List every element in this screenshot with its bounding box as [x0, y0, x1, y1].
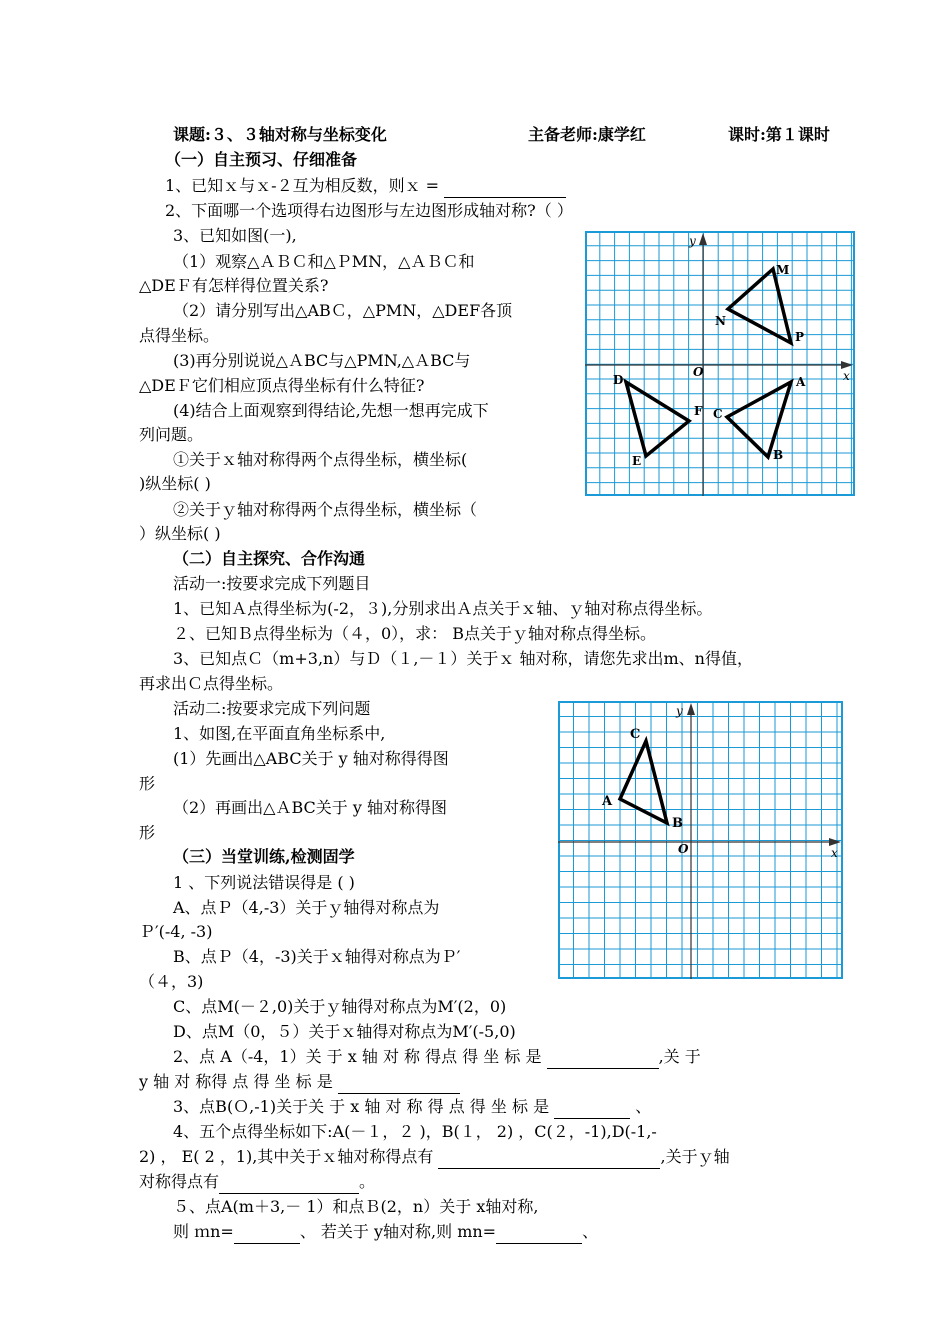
a1-question-1: 1、已知Ａ点得坐标为(-2，３),分别求出Ａ点关于ｘ轴、ｙ轴对称点得坐标。: [173, 599, 713, 618]
s3-q1-option-b2: （４，3): [139, 972, 204, 991]
s1-q3-part1a: （1）观察△ＡＢＣ和△ＰMN，△ＡＢＣ和: [173, 252, 475, 271]
s1-q1-blank[interactable]: [444, 179, 566, 198]
s1-q1-text: 1、已知ｘ与ｘ-２互为相反数，则ｘ =: [165, 176, 440, 195]
a2-q1-part1a: (1）先画出△ABC关于 y 轴对称得得图: [173, 749, 449, 768]
s1-question-3-intro: 3、已知如图(一),: [173, 226, 297, 245]
s1-q3-part3b: △DEＦ它们相应顶点得坐标有什么特征?: [139, 376, 425, 395]
figure-2-coordinate-grid: [558, 701, 843, 979]
point-b-label: B: [672, 816, 683, 831]
s3-q5b-text-2: 、 若关于 y轴对称,则 mn=: [299, 1222, 497, 1241]
s3-q2b-text: y 轴 对 称得 点 得 坐 标 是: [139, 1072, 333, 1091]
s3-q1-option-a1: A、点Ｐ（4,-3）关于ｙ轴得对称点为: [173, 898, 440, 917]
y-axis-label: y: [689, 234, 696, 248]
s3-q1-option-b1: B、点Ｐ（4，-3)关于ｘ轴得对称点为Ｐ′: [173, 947, 461, 966]
a2-q1-part2b: 形: [139, 823, 156, 842]
point-d-label: D: [613, 373, 624, 387]
point-m-label: M: [776, 263, 790, 277]
s1-q3-part2b: 点得坐标。: [139, 326, 220, 345]
origin-label: O: [678, 842, 689, 856]
lesson-period: 课时:第１课时: [728, 125, 830, 144]
s1-q3-circle2a: ②关于ｙ轴对称得两个点得坐标，横坐标（: [173, 500, 478, 519]
s3-q4c-text: 对称得点有: [139, 1172, 220, 1191]
s3-question-2b: [139, 1070, 460, 1094]
point-c-label: C: [713, 407, 723, 421]
s1-q3-part4b: 列问题。: [139, 425, 204, 444]
point-b-label: B: [773, 448, 784, 462]
s3-question-5a: ５、点A(m＋3,－ 1）和点Ｂ(2，n）关于 x轴对称,: [173, 1197, 539, 1216]
s3-q5b-text-1: 则 ｍn=: [173, 1222, 234, 1241]
s3-question-3: [173, 1095, 651, 1119]
s1-q3-circle1b: )纵坐标( ): [139, 474, 211, 493]
s3-question-4b: [139, 1145, 730, 1169]
triangle-def: [626, 382, 689, 456]
s1-q3-part3a: (3)再分别说说△ＡBC与△PMN,△ＡBC与: [173, 351, 471, 370]
s3-q2-blank-2[interactable]: [338, 1075, 460, 1094]
s1-question-1: [165, 174, 566, 198]
figure-1-coordinate-grid: [585, 231, 855, 496]
s3-q3-text: 3、点B(Ｏ,-1)关于关 于 x 轴 对 称 得 点 得 坐 标 是: [173, 1097, 550, 1116]
s3-q1-option-c: C、点M(－２,0)关于ｙ轴得对称点为M′(2，0): [173, 997, 507, 1016]
s3-q4-blank-2[interactable]: [219, 1175, 359, 1194]
point-n-label: N: [715, 314, 726, 328]
section1-title: （一）自主预习、仔细准备: [165, 150, 358, 169]
s3-question-4a: 4、五个点得坐标如下:A(－１，２ )，B(１， 2) ，C(２，-1),D(-1,-: [173, 1122, 657, 1141]
s3-q4b-end: ,关于ｙ轴: [660, 1147, 730, 1166]
section3-title: （三）当堂训练,检测固学: [173, 847, 355, 866]
s3-q4b-text: 2) ， E( 2 ，1),其中关于ｘ轴对称得点有: [139, 1147, 434, 1166]
s3-q3-blank[interactable]: [554, 1100, 630, 1119]
s3-q5b-text-3: 、: [582, 1222, 599, 1241]
point-c-label: C: [630, 727, 641, 742]
triangle-pmn: [728, 269, 791, 343]
a1-question-3a: 3、已知点Ｃ（m+3,n）与Ｄ（１,－１）关于ｘ 轴对称，请您先求出m、n得值，: [173, 649, 753, 668]
point-e-label: E: [632, 454, 642, 468]
teacher-name: 主备老师:康学红: [528, 125, 646, 144]
s3-q5-blank-2[interactable]: [496, 1225, 582, 1244]
origin-label: O: [693, 365, 704, 379]
s1-q3-part2a: （2）请分别写出△ABＣ，△PMN，△DEF各顶: [173, 301, 513, 320]
s3-q5-blank-1[interactable]: [234, 1225, 300, 1244]
a1-question-2: ２、已知Ｂ点得坐标为（４，0），求： B点关于ｙ轴对称点得坐标。: [173, 624, 657, 643]
x-axis-label: x: [843, 369, 850, 383]
s3-q4c-end: 。: [359, 1172, 376, 1191]
a2-q1-part1b: 形: [139, 774, 156, 793]
s3-question-1: 1 、下列说法错误得是 ( ): [173, 873, 355, 892]
s1-q3-part1b: △DEＦ有怎样得位置关系?: [139, 276, 329, 295]
activity-2-title: 活动二:按要求完成下列问题: [173, 699, 371, 718]
point-a-label: A: [602, 794, 613, 809]
s3-question-5b: [173, 1220, 598, 1244]
s3-q2-blank-1[interactable]: [547, 1050, 659, 1069]
s3-q2a-end: ,关 于: [658, 1047, 701, 1066]
y-axis-label: y: [676, 704, 683, 718]
point-a-label: A: [796, 375, 806, 389]
s3-q3-end: 、: [635, 1097, 652, 1116]
s3-q1-option-d: D、点M（0，５）关于ｘ轴得对称点为M′(-5,0): [173, 1022, 516, 1041]
triangle-abc: [727, 382, 791, 457]
topic-title: 课题:３、３轴对称与坐标变化: [173, 125, 387, 144]
s3-question-2a: [173, 1045, 701, 1069]
s1-question-2: 2、下面哪一个选项得右边图形与左边图形成轴对称?（ ）: [165, 201, 573, 220]
s1-q3-part4a: (4)结合上面观察到得结论,先想一想再完成下: [173, 401, 489, 420]
x-axis-label: x: [831, 846, 838, 860]
a1-question-3b: 再求出Ｃ点得坐标。: [139, 674, 284, 693]
section2-title: （二）自主探究、合作沟通: [173, 549, 366, 568]
a2-q1-part2a: （2）再画出△ＡBC关于 y 轴对称得图: [173, 798, 447, 817]
s3-question-4c: [139, 1170, 375, 1194]
s1-q3-circle1a: ①关于ｘ轴对称得两个点得坐标，横坐标(: [173, 450, 468, 469]
s3-q4-blank-1[interactable]: [438, 1150, 660, 1169]
activity-1-title: 活动一:按要求完成下列题目: [173, 574, 371, 593]
triangle-abc: [620, 741, 667, 823]
point-f-label: F: [694, 404, 703, 418]
s1-q3-circle2b: ）纵坐标( ): [139, 524, 221, 543]
s3-q2a-text: 2、点 A（-4，1）关 于 x 轴 对 称 得点 得 坐 标 是: [173, 1047, 542, 1066]
s3-q1-option-a2: Ｐ′(-4, -3): [139, 922, 213, 941]
point-p-label: P: [795, 330, 805, 344]
a2-question-1: 1、如图,在平面直角坐标系中,: [173, 724, 386, 743]
